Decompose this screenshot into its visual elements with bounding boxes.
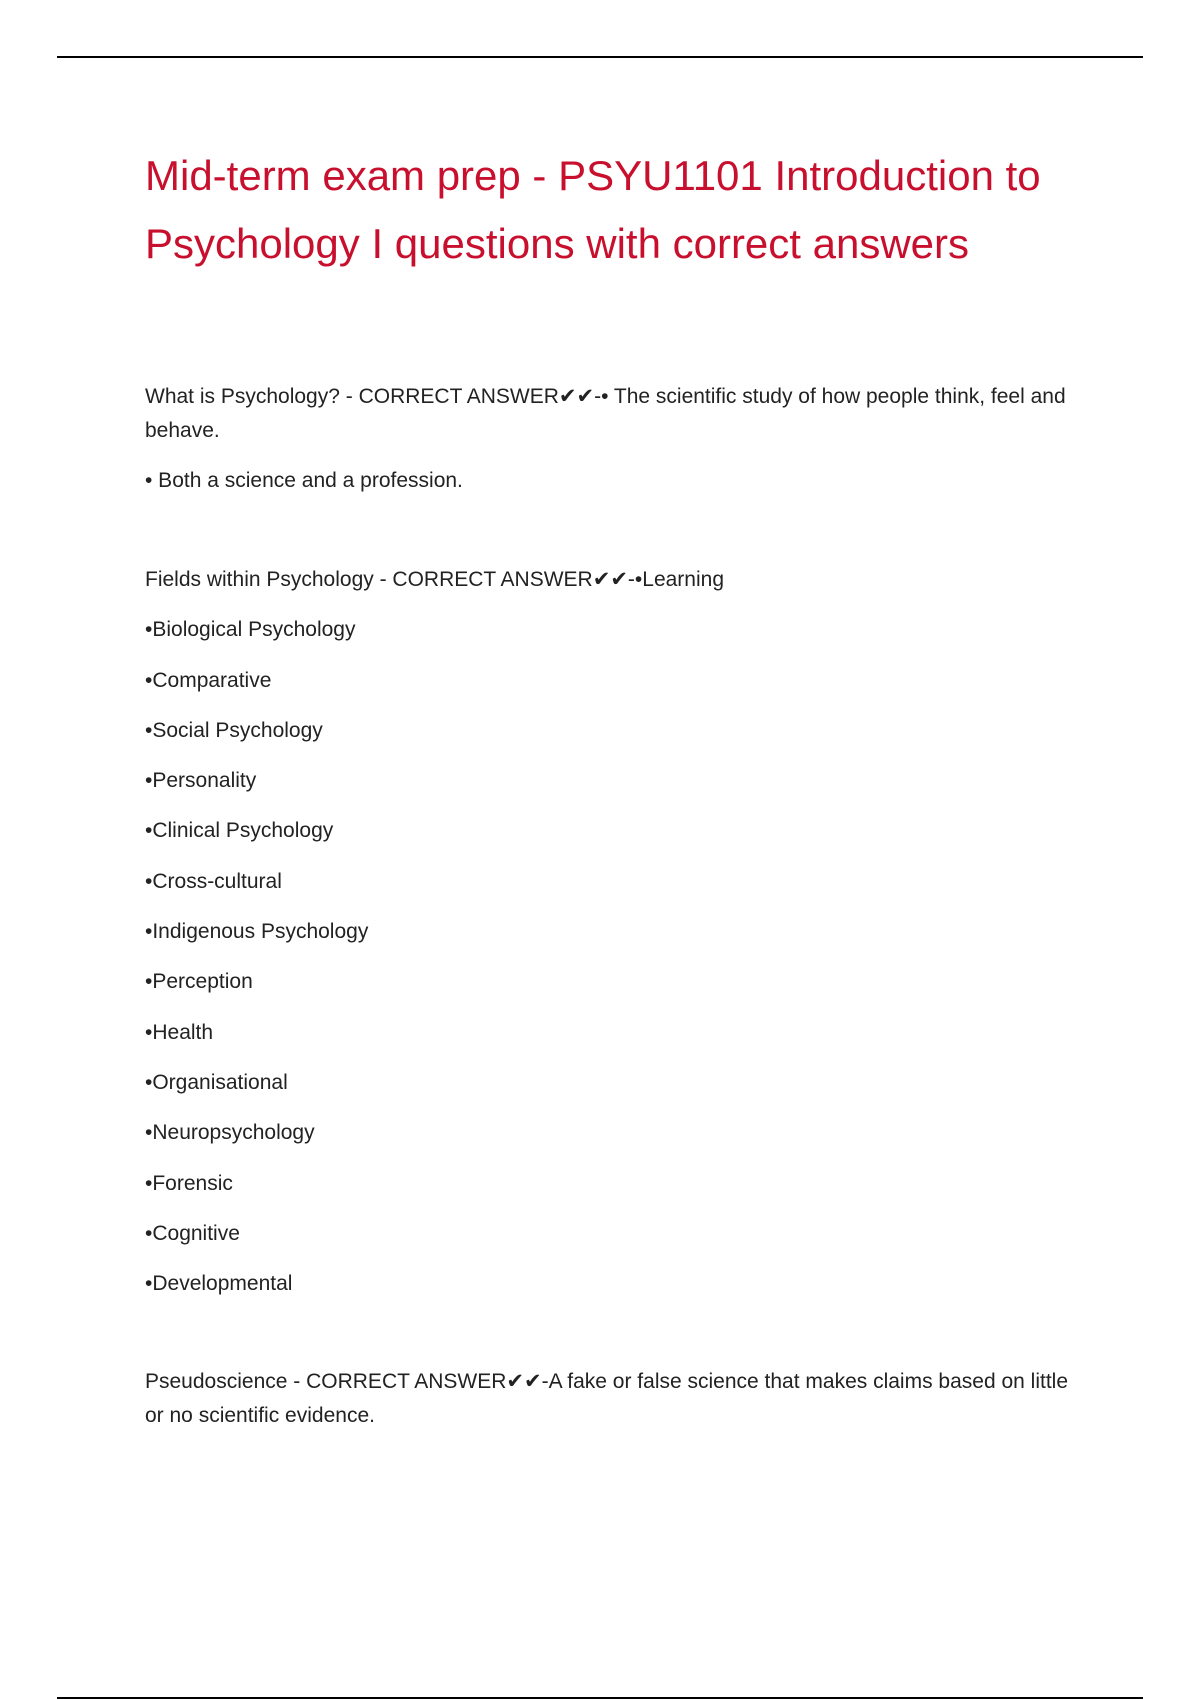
list-item: •Social Psychology <box>145 718 323 742</box>
list-item: •Perception <box>145 970 253 994</box>
answer-separator: - CORRECT ANSWER✔✔- <box>287 1370 549 1393</box>
question-paragraph <box>145 563 1070 613</box>
list-item: •Forensic <box>145 1171 233 1195</box>
answer-line: • Both a science and a profession. <box>145 469 463 492</box>
question-text: Pseudoscience <box>145 1370 288 1393</box>
answer-text: • The scientific study of how people think, feel and behave. <box>145 385 1066 442</box>
list-item: •Organisational <box>145 1070 288 1094</box>
question-paragraph <box>145 1365 1070 1433</box>
answer-text: A fake or false science that makes claims based on little or no scientific evidence. <box>145 1370 1069 1427</box>
list-item: •Biological Psychology <box>145 618 356 642</box>
list-item: •Indigenous Psychology <box>145 920 369 944</box>
list-item: •Health <box>145 1020 214 1044</box>
list-item: •Clinical Psychology <box>145 819 334 843</box>
answer-text: •Learning <box>634 568 725 591</box>
question-text: What is Psychology? <box>145 385 340 408</box>
list-item: •Personality <box>145 769 257 793</box>
question-block-fields <box>145 563 1070 1317</box>
list-item: •Developmental <box>145 1272 293 1296</box>
question-paragraph <box>145 380 1070 448</box>
list-item: •Cross-cultural <box>145 869 282 893</box>
answer-separator: - CORRECT ANSWER✔✔- <box>339 385 602 408</box>
answer-separator: - CORRECT ANSWER✔✔- <box>373 568 635 591</box>
list-item: •Cognitive <box>145 1221 240 1245</box>
list-item: •Neuropsychology <box>145 1121 315 1145</box>
document-title: Mid-term exam prep - PSYU1101 Introduction to Psychology I questions with correct answers <box>145 152 1041 267</box>
footer-rule <box>57 1697 1143 1699</box>
question-block-psychology <box>145 380 1070 498</box>
list-item: •Comparative <box>145 668 272 692</box>
question-text: Fields within Psychology <box>145 568 374 591</box>
header-rule <box>57 56 1143 58</box>
question-block-pseudoscience <box>145 1365 1070 1433</box>
